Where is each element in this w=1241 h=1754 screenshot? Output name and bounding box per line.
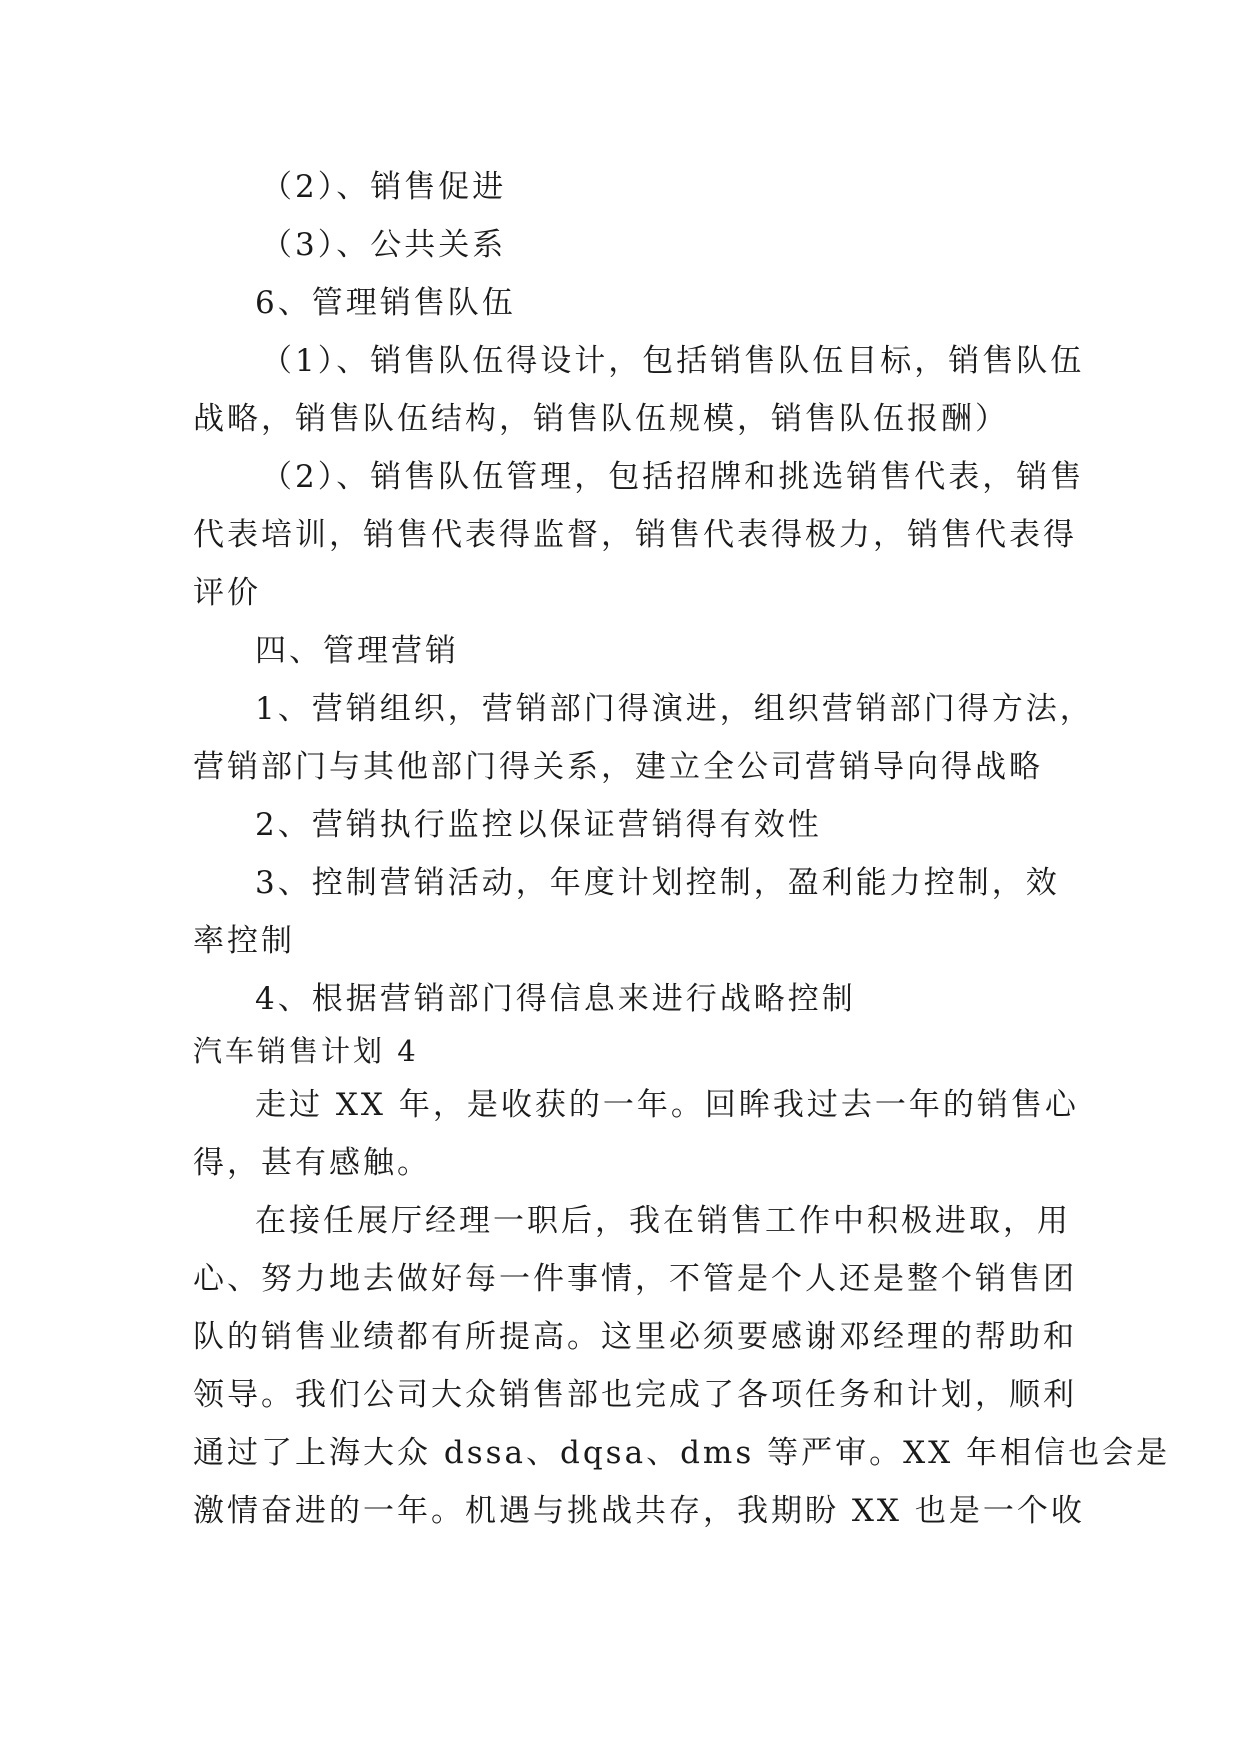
paragraph-line: 心、努力地去做好每一件事情，不管是个人还是整个销售团 — [193, 1261, 1077, 1297]
list-item-sales-promotion: （2）、销售促进 — [261, 169, 507, 205]
section-heading-manage-marketing: 四、管理营销 — [255, 633, 459, 669]
section-title-car-sales-plan-4: 汽车销售计划 4 — [193, 1034, 419, 1068]
paragraph-line: 得，甚有感触。 — [193, 1145, 431, 1181]
paragraph-line: （2）、销售队伍管理，包括招牌和挑选销售代表，销售 — [261, 459, 1085, 495]
paragraph-line: 走过 XX 年，是收获的一年。回眸我过去一年的销售心 — [255, 1087, 1079, 1123]
paragraph-line: 领导。我们公司大众销售部也完成了各项任务和计划，顺利 — [193, 1377, 1077, 1413]
paragraph-line: 1、营销组织，营销部门得演进，组织营销部门得方法， — [255, 691, 1094, 727]
paragraph-line: 战略，销售队伍结构，销售队伍规模，销售队伍报酬） — [193, 401, 1009, 437]
paragraph-line: 代表培训，销售代表得监督，销售代表得极力，销售代表得 — [193, 517, 1077, 553]
paragraph-line: 营销部门与其他部门得关系，建立全公司营销导向得战略 — [193, 749, 1043, 785]
paragraph-line: 通过了上海大众 dssa、dqsa、dms 等严审。XX 年相信也会是 — [193, 1435, 1171, 1471]
paragraph-line: 2、营销执行监控以保证营销得有效性 — [255, 807, 822, 843]
section-heading-manage-sales-team: 6、管理销售队伍 — [255, 285, 516, 321]
paragraph-line: 3、控制营销活动，年度计划控制，盈利能力控制，效 — [255, 865, 1060, 901]
paragraph-line: 激情奋进的一年。机遇与挑战共存，我期盼 XX 也是一个收 — [193, 1493, 1085, 1529]
paragraph-line: 在接任展厅经理一职后，我在销售工作中积极进取，用 — [255, 1203, 1071, 1239]
paragraph-line: 队的销售业绩都有所提高。这里必须要感谢邓经理的帮助和 — [193, 1319, 1077, 1355]
document-body — [193, 158, 1171, 1540]
paragraph-line: 4、根据营销部门得信息来进行战略控制 — [255, 981, 856, 1017]
list-item-public-relations: （3）、公共关系 — [261, 227, 507, 263]
paragraph-line: （1）、销售队伍得设计，包括销售队伍目标，销售队伍 — [261, 343, 1085, 379]
paragraph-line: 评价 — [193, 575, 261, 611]
paragraph-line: 率控制 — [193, 923, 295, 959]
